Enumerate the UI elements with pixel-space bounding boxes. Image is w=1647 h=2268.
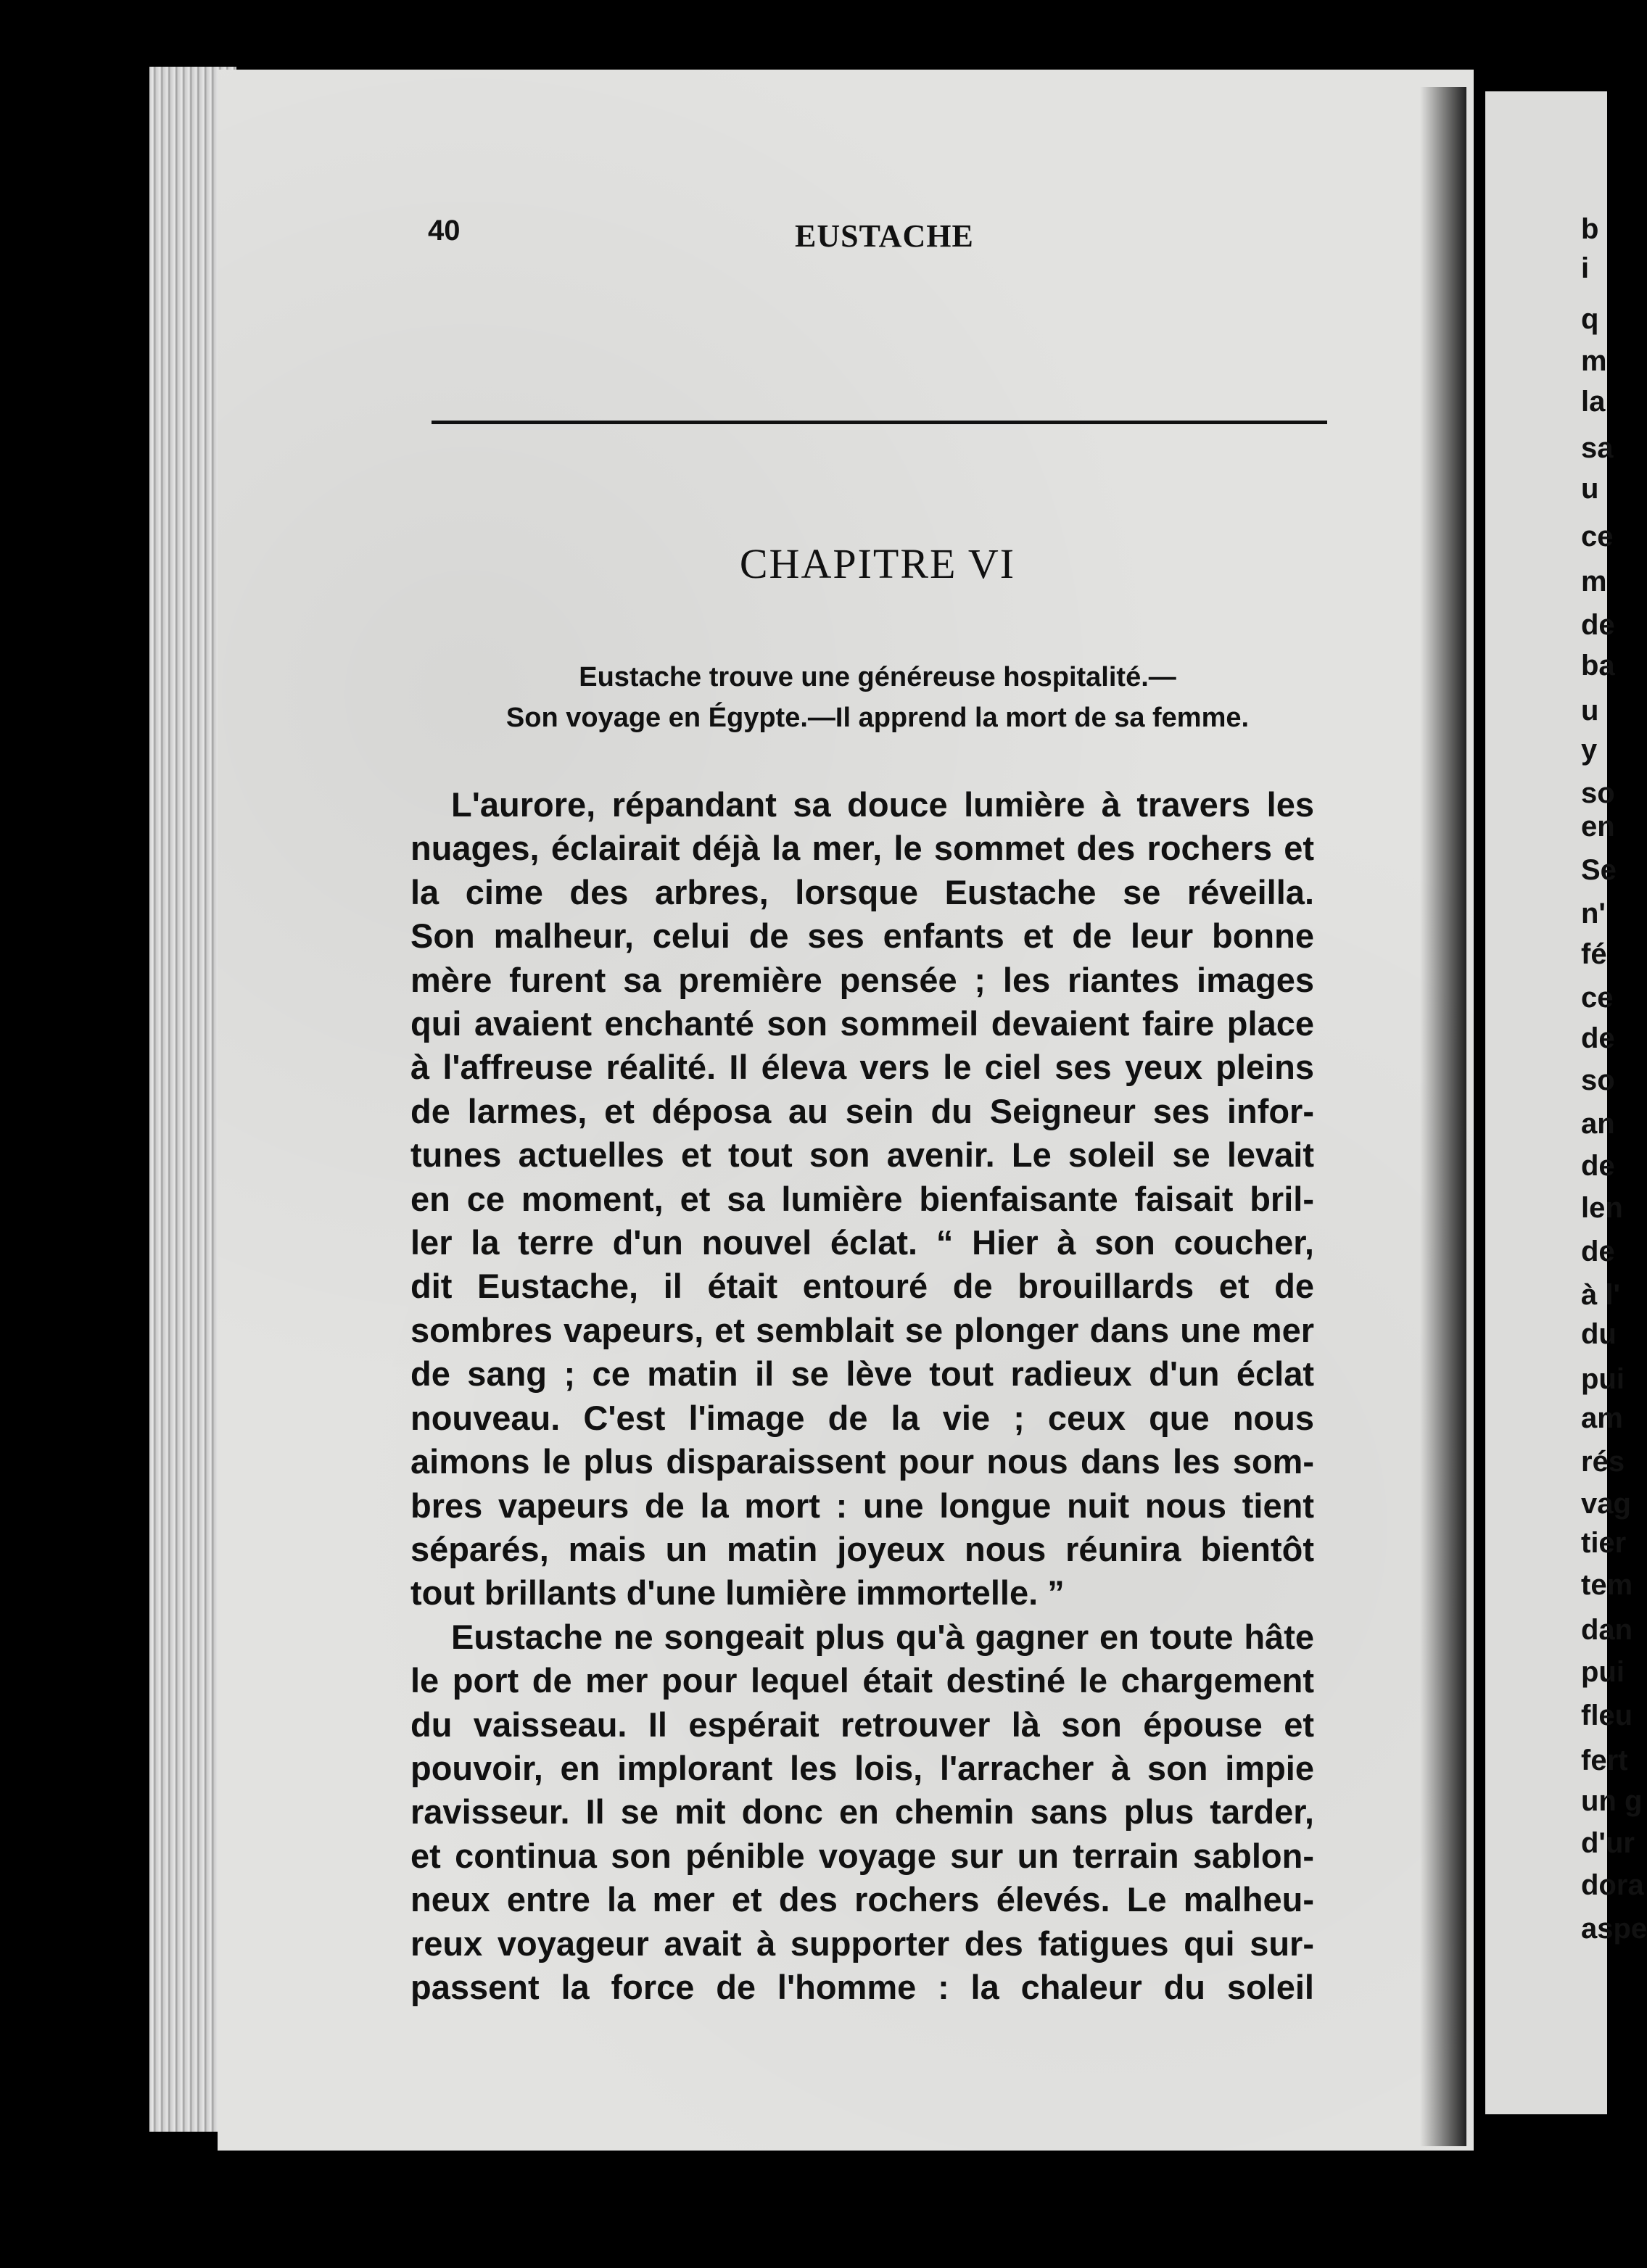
summary-line: Son voyage en Égypte.—Il apprend la mort de sa femme.	[505, 703, 1250, 733]
text-line: ler la terre d'un nouvel éclat. “ Hier à son coucher,	[410, 1223, 1314, 1262]
summary-line: Eustache trouve une généreuse hospitalité.—	[579, 662, 1176, 692]
facing-text-fragment: y	[1581, 734, 1598, 766]
text-line: nuages, éclairait déjà la mer, le sommet des rochers et	[410, 829, 1314, 868]
facing-text-fragment: u	[1581, 695, 1599, 727]
facing-text-fragment: fé	[1581, 938, 1607, 970]
facing-text-fragment: n'	[1581, 898, 1606, 930]
facing-text-fragment: am	[1581, 1402, 1623, 1434]
text-line: mère furent sa première pensée ; les riantes images	[410, 960, 1314, 999]
text-line: sombres vapeurs, et semblait se plonger dans une mer	[410, 1310, 1314, 1349]
facing-text-fragment: en	[1581, 811, 1615, 843]
facing-page	[1485, 91, 1647, 2114]
text-line: de sang ; ce matin il se lève tout radieux d'un éclat	[410, 1354, 1314, 1394]
text-line: en ce moment, et sa lumière bienfaisante faisait bril-	[410, 1179, 1314, 1218]
text-line: tout brillants d'une lumière immortelle. ”	[410, 1573, 1065, 1613]
text-line: séparés, mais un matin joyeux nous réunira bientôt	[410, 1529, 1314, 1568]
chapter-summary	[435, 657, 1320, 738]
facing-text-fragment: m	[1581, 345, 1607, 377]
facing-text-fragment: la	[1581, 386, 1606, 418]
facing-text-fragment: rés	[1581, 1446, 1625, 1478]
text-line: Son malheur, celui de ses enfants et de leur bonne	[410, 916, 1314, 956]
facing-text-fragment: Se	[1581, 854, 1617, 886]
facing-text-fragment: tem	[1581, 1569, 1633, 1601]
facing-text-fragment: dan	[1581, 1614, 1633, 1646]
body-text	[410, 783, 1314, 2009]
facing-text-fragment: len	[1581, 1192, 1623, 1224]
running-title: EUSTACHE	[795, 218, 974, 254]
facing-text-fragment: de	[1581, 609, 1615, 641]
page-number: 40	[428, 215, 461, 247]
text-line: Eustache ne songeait plus qu'à gagner en toute hâte	[451, 1617, 1314, 1656]
facing-text-fragment: ce	[1581, 521, 1614, 552]
facing-text-fragment: ce	[1581, 982, 1614, 1014]
text-line: du vaisseau. Il espérait retrouver là son épouse et	[410, 1705, 1314, 1744]
facing-text-fragment: aspe	[1581, 1913, 1647, 1945]
text-line: le port de mer pour lequel était destiné le chargement	[410, 1661, 1314, 1700]
facing-text-fragment: pui	[1581, 1656, 1625, 1688]
text-line: neux entre la mer et des rochers élevés. Le malheu-	[410, 1880, 1314, 1919]
facing-text-fragment: un g	[1581, 1785, 1643, 1817]
facing-text-fragment: dora	[1581, 1869, 1644, 1901]
text-line: reux voyageur avait à supporter des fatigues qui sur-	[410, 1924, 1314, 1963]
facing-text-fragment: b	[1581, 213, 1599, 245]
text-line: passent la force de l'homme : la chaleur du soleil	[410, 1967, 1314, 2006]
facing-text-fragment: de	[1581, 1236, 1615, 1267]
facing-text-fragment: du	[1581, 1318, 1617, 1350]
facing-text-fragment: i	[1581, 252, 1590, 284]
facing-text-fragment: so	[1581, 777, 1615, 809]
text-line: qui avaient enchanté son sommeil devaient faire place	[410, 1004, 1314, 1043]
facing-text-fragment: m	[1581, 566, 1607, 597]
facing-text-fragment: ba	[1581, 650, 1615, 682]
text-line: tunes actuelles et tout son avenir. Le soleil se levait	[410, 1135, 1314, 1175]
chapter-rule	[432, 421, 1327, 424]
text-line: de larmes, et déposa au sein du Seigneur ses infor-	[410, 1091, 1314, 1130]
facing-text-fragment: de	[1581, 1022, 1615, 1054]
gutter-shadow	[1420, 87, 1466, 2146]
facing-text-fragment: an	[1581, 1108, 1615, 1140]
facing-text-fragment: vag	[1581, 1488, 1631, 1520]
text-line: ravisseur. Il se mit donc en chemin sans plus tarder,	[410, 1792, 1314, 1832]
facing-text-fragment: q	[1581, 303, 1599, 335]
facing-text-fragment: tier	[1581, 1527, 1627, 1559]
text-line: L'aurore, répandant sa douce lumière à travers les	[451, 785, 1314, 824]
chapter-title: CHAPITRE VI	[739, 540, 1016, 587]
facing-text-fragment: à l'	[1581, 1279, 1620, 1311]
text-line: nouveau. C'est l'image de la vie ; ceux que nous	[410, 1398, 1314, 1437]
facing-text-fragment: fert	[1581, 1745, 1628, 1776]
facing-text-fragment: sa	[1581, 432, 1614, 464]
facing-text-fragment: so	[1581, 1064, 1615, 1096]
facing-text-fragment: de	[1581, 1150, 1615, 1182]
text-line: et continua son pénible voyage sur un terrain sablon-	[410, 1836, 1314, 1875]
facing-text-fragment: fleu	[1581, 1700, 1633, 1731]
facing-text-fragment: u	[1581, 473, 1599, 505]
text-line: aimons le plus disparaissent pour nous dans les som-	[410, 1442, 1314, 1481]
text-line: dit Eustache, il était entouré de brouillards et de	[410, 1267, 1314, 1306]
text-line: la cime des arbres, lorsque Eustache se réveilla.	[410, 872, 1314, 911]
text-line: à l'affreuse réalité. Il éleva vers le ciel ses yeux pleins	[410, 1048, 1314, 1087]
text-line: bres vapeurs de la mort : une longue nuit nous tient	[410, 1486, 1314, 1525]
text-line: pouvoir, en implorant les lois, l'arracher à son impie	[410, 1748, 1314, 1787]
facing-text-fragment: d'ur	[1581, 1827, 1635, 1859]
facing-text-fragment: pui	[1581, 1363, 1625, 1395]
